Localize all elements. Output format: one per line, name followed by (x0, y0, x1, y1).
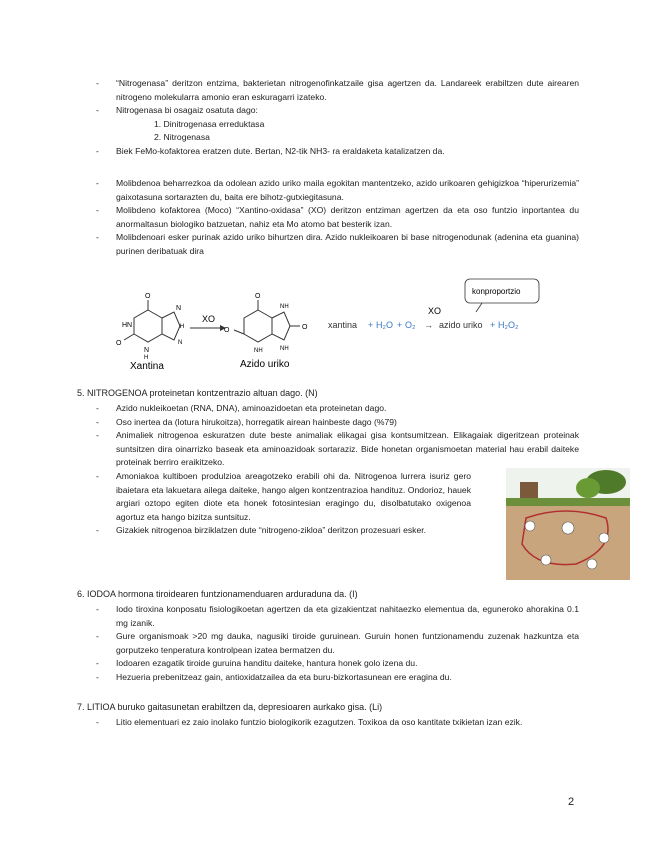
svg-text:O: O (116, 340, 122, 347)
svg-text:NH: NH (280, 304, 289, 310)
svg-text:NH: NH (254, 348, 263, 354)
svg-text:H₂O: H₂O (376, 320, 393, 330)
svg-text:HN: HN (122, 322, 133, 329)
reaction-equation (328, 320, 519, 330)
svg-text:N: N (144, 347, 150, 354)
sub-list-item: 1. Dinitrogenasa erreduktasa (154, 118, 265, 129)
xantina-label: Xantina (130, 361, 164, 372)
azido-uriko-label: Azido uriko (240, 359, 290, 370)
svg-text:→: → (424, 320, 433, 330)
svg-text:H: H (180, 324, 185, 330)
svg-text:O₂: O₂ (405, 320, 416, 330)
svg-text:O: O (255, 293, 261, 300)
svg-text:O: O (224, 327, 230, 334)
uric-acid-structure (234, 300, 300, 342)
molybdenum-section (0, 177, 655, 259)
xantina-structure (124, 300, 180, 342)
svg-text:+: + (368, 320, 374, 330)
grass-strip (506, 498, 630, 506)
svg-text:+: + (490, 320, 496, 330)
list-item: - Nitrogenasa bi osagaiz osatuta dago: (96, 105, 258, 116)
svg-text:H₂O₂: H₂O₂ (498, 320, 519, 330)
soil-layer (506, 504, 630, 580)
list-item: - Molibdenoari esker purinak azido uriko bihurtzen dira. Azido nukleikoaren bi base nitrogenodunak (adenina eta guanina) purinen deribatuak dira (96, 232, 579, 256)
nitrogen-cycle-illustration (506, 468, 630, 580)
svg-text:NH: NH (280, 346, 289, 352)
section-heading: 6. IODOA hormona tiroidearen funtzionamenduaren arduraduna da. (I) (77, 589, 358, 599)
svg-text:+: + (397, 320, 403, 330)
list-item: - “Nitrogenasa” deritzon entzima, bakterietan nitrogenofinkatzaile gisa agertzen da. Landareek erabiltzen dute airearen nitrogeno molekularra amonio eran eskuragarri izateko. (96, 78, 579, 102)
xanthine-reaction-diagram (110, 272, 550, 376)
svg-text:xantina: xantina (328, 320, 358, 330)
list-item: - Gizakiek nitrogenoa birziklatzen dute “nitrogeno-zikloa” deritzon prozesuari esker. (96, 525, 427, 536)
list-item: - Molibdenoa beharrezkoa da odolean azido uriko maila egokitan mantentzeko, azido urikoaren gehigizkoa “hiperurizemia” gaixotasuna sortarazten du, baita ere bihotz-gutxiegitasuna. (96, 178, 579, 202)
sub-list-item: 2. Nitrogenasa (154, 132, 210, 143)
nitrogenase-section (0, 77, 655, 159)
list-item: - Molibdeno kofaktorea (Moco) “Xantino-oxidasa” (XO) deritzon entziman agertzen da eta oso funtzio inportantea du anormaltasun biologiko batzuetan, nahiz eta Mo atomo bat besterik izan. (96, 205, 579, 229)
list-item: - Iodo tiroxina konposatu fisiologikoetan agertzen da eta gizakientzat nahitaezko elementua da, eguneroko ahorakina 0.1 mg izanik. (96, 604, 579, 628)
list-item: - Hezueria prebenitzeaz gain, antioxidatzailea da eta buru-bizkortasunean ere eragina du. (96, 671, 452, 682)
equation-xo-label: XO (428, 306, 442, 316)
list-item: - Iodoaren ezagatik tiroide guruina handitu daiteke, hantura honek golo izena du. (96, 658, 418, 669)
page-number: 2 (568, 796, 575, 808)
list-item: - Amoniakoa kultiboen produlzioa areagotzeko erabili ohi da. Nitrogenoa lurrera isuriz gero ibaietara eta lakuetara ailega daiteke, hango algen kontzentrazioa handituz. Ondorioz, hauek argiari oztopo egiten diote eta honek fotosintesian eragingo du, disolbatutako oxigenoa agortuz eta hango bizitza suntsituz. (96, 470, 471, 522)
xo-label: XO (202, 314, 216, 324)
animal-icon (520, 482, 538, 498)
section-heading: 5. NITROGENOA proteinetan kontzentrazio altuan dago. (N) (77, 388, 318, 398)
lithium-section (0, 700, 655, 730)
svg-text:H: H (144, 355, 149, 361)
iodine-section (0, 587, 655, 685)
list-item: - Animaliek nitrogenoa eskuratzen dute beste animaliak elikagai gisa kontsumitzean. Elikagaiak digeritzean proteinak suntsitzen dira oinarrizko baseak eta aminoazidoak sortaraziz. Bide honetan organismoetan material hau erabil daiteke proteinak berriro eraikitzeko. (96, 430, 579, 468)
list-item: - Azido nukleikoetan (RNA, DNA), aminoazidoetan eta proteinetan dago. (96, 403, 387, 413)
callout-text: konproportzio (472, 287, 521, 296)
svg-text:O: O (145, 293, 151, 300)
list-item: - Gure organismoak >20 mg dauka, nagusiki tiroide guruinean. Guruin honen funtzionamendu zuzenak hazkuntza eta gorputzeko tenperatura kontrolpean izatea bermatzen du. (96, 631, 579, 655)
list-item: - Litio elementuari ez zaio inolako funtzio biologikorik ezagutzen. Toxikoa da oso kantitate txikietan izan ezik. (96, 717, 523, 727)
svg-text:O: O (302, 324, 308, 331)
section-heading: 7. LITIOA buruko gaitasunetan erabiltzen da, depresioaren aurkako gisa. (Li) (77, 702, 383, 712)
list-item: - Oso inertea da (lotura hirukoitza), horregatik airean hainbeste dago (%79) (96, 416, 397, 427)
svg-text:N: N (178, 340, 183, 346)
list-item: - Biek FeMo-kofaktorea eratzen dute. Bertan, N2-tik NH3- ra eraldaketa katalizatzen da. (96, 145, 445, 156)
svg-text:azido uriko: azido uriko (439, 320, 483, 330)
svg-text:N: N (176, 305, 182, 312)
